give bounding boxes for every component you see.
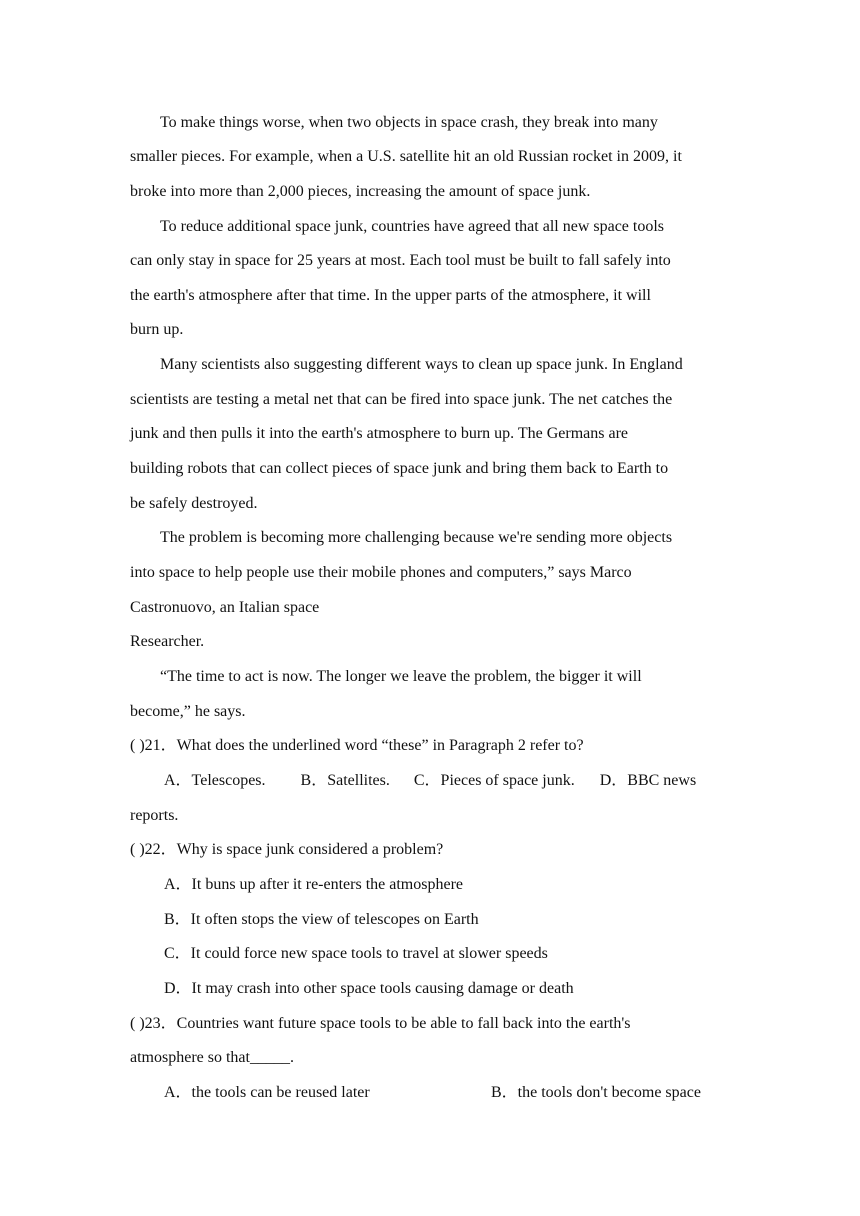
paragraph-5-line-2: become,” he says.: [130, 703, 246, 720]
paragraph-4-line-1: The problem is becoming more challenging because we're sending more objects: [160, 529, 673, 546]
option-a: A．Telescopes.: [164, 772, 266, 789]
option-c: C．Pieces of space junk.: [413, 772, 575, 789]
paragraph-2-line-4: burn up.: [130, 321, 184, 338]
question-21-options: [164, 771, 696, 791]
paragraph-3-line-5: be safely destroyed.: [130, 495, 258, 512]
question-22-option-b: B．It often stops the view of telescopes on Earth: [164, 911, 479, 928]
question-22-option-d: D．It may crash into other space tools causing damage or death: [164, 980, 574, 997]
paragraph-4-line-2: into space to help people use their mobile phones and computers,” says Marco: [130, 564, 632, 581]
question-23-option-b: B．the tools don't become space: [491, 1084, 701, 1101]
option-b: B．Satellites.: [300, 772, 390, 789]
paragraph-2-line-3: the earth's atmosphere after that time. In the upper parts of the atmosphere, it will: [130, 287, 651, 304]
paragraph-3-line-1: Many scientists also suggesting different ways to clean up space junk. In England: [160, 356, 683, 373]
paragraph-1-line-3: broke into more than 2,000 pieces, increasing the amount of space junk.: [130, 183, 591, 200]
paragraph-1-line-1: To make things worse, when two objects in space crash, they break into many: [160, 114, 658, 131]
question-22-option-a: A．It buns up after it re-enters the atmosphere: [164, 876, 464, 893]
question-22-stem: ( )22．Why is space junk considered a problem?: [130, 841, 444, 858]
paragraph-5-line-1: “The time to act is now. The longer we leave the problem, the bigger it will: [160, 668, 642, 685]
paragraph-4-line-4: Researcher.: [130, 633, 205, 650]
question-22-option-c: C．It could force new space tools to travel at slower speeds: [164, 945, 548, 962]
paragraph-3-line-3: junk and then pulls it into the earth's atmosphere to burn up. The Germans are: [130, 425, 629, 442]
question-23-option-a: A．the tools can be reused later: [164, 1084, 370, 1101]
paragraph-3-line-2: scientists are testing a metal net that can be fired into space junk. The net catches the: [130, 391, 673, 408]
question-21-stem: ( )21．What does the underlined word “these” in Paragraph 2 refer to?: [130, 737, 584, 754]
paragraph-3-line-4: building robots that can collect pieces of space junk and bring them back to Earth to: [130, 460, 669, 477]
question-21-option-continuation: reports.: [130, 807, 179, 824]
paragraph-2-line-1: To reduce additional space junk, countries have agreed that all new space tools: [160, 218, 665, 235]
paragraph-1-line-2: smaller pieces. For example, when a U.S. satellite hit an old Russian rocket in 2009, it: [130, 148, 682, 165]
question-23-stem-continuation: atmosphere so that_____.: [130, 1049, 294, 1066]
question-23-stem: ( )23．Countries want future space tools to be able to fall back into the earth's: [130, 1015, 631, 1032]
paragraph-2-line-2: can only stay in space for 25 years at most. Each tool must be built to fall safely into: [130, 252, 671, 269]
paragraph-4-line-3: Castronuovo, an Italian space: [130, 599, 320, 616]
option-d: D．BBC news: [599, 772, 697, 789]
